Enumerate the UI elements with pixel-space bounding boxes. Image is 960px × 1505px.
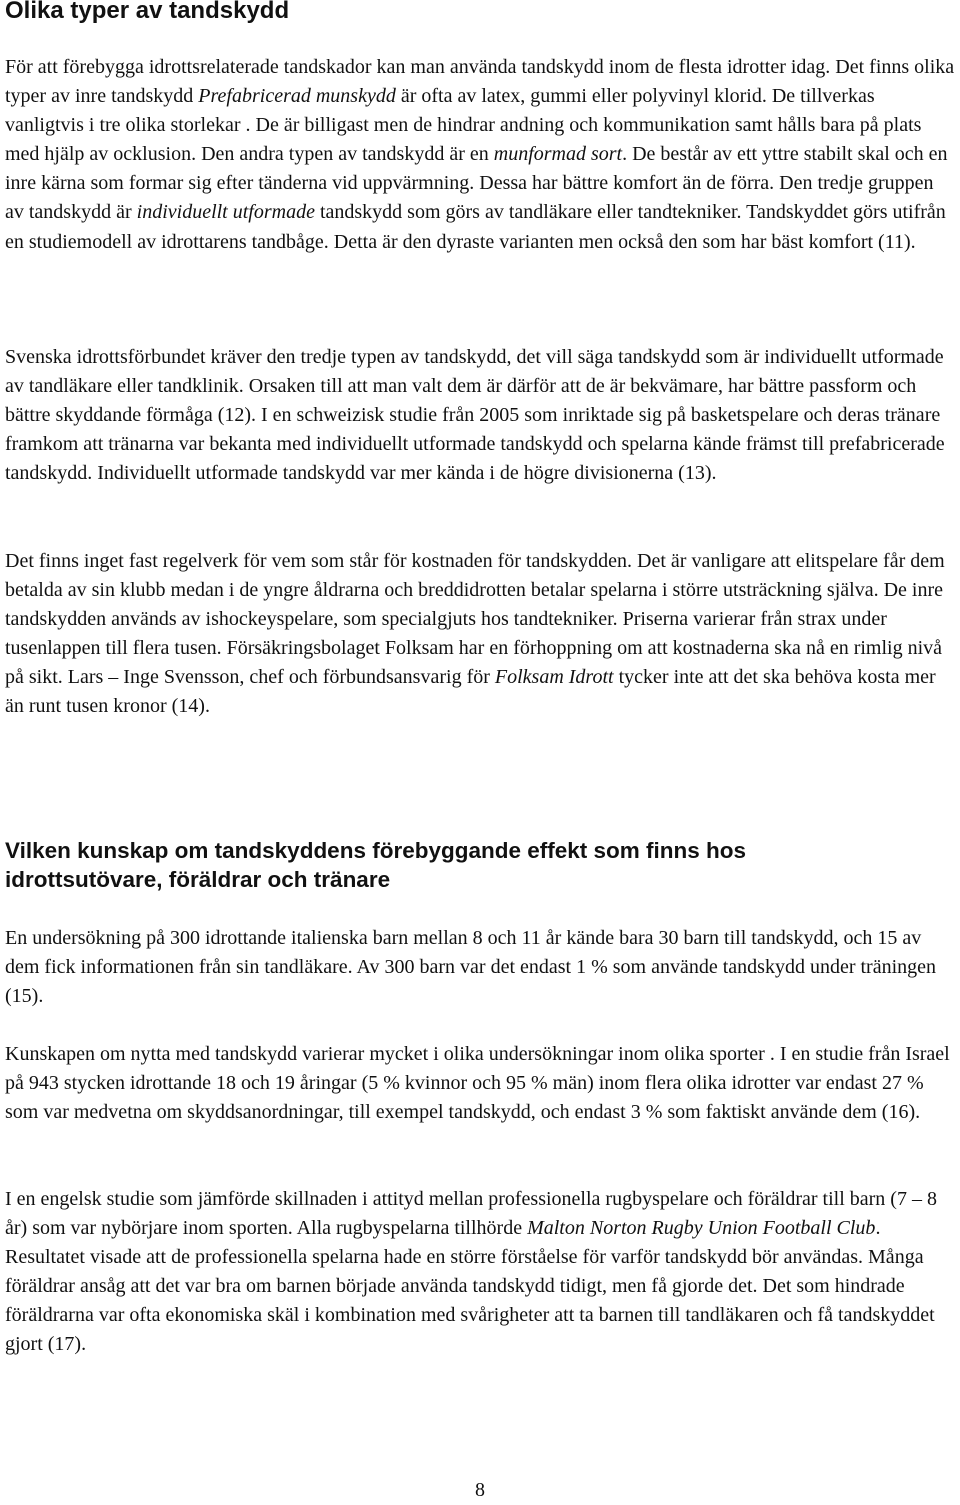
italic-term-folksam: Folksam Idrott	[494, 666, 614, 689]
paragraph-israel-study: Kunskapen om nytta med tandskydd varierar mycket i olika undersökningar inom olika sporter . I en studie från Israel på 943 stycken idrottande 18 och 19 åringar (5 % kvinnor och 95 % män) inom flera olika idrotter var endast 27 % som var medvetna om skyddsanordningar, till exempel tandskydd, och endast 3 % som faktiskt använde dem (16).	[5, 1043, 950, 1124]
italic-term-mouthformed: munformad sort	[493, 143, 623, 166]
page-number: 8	[475, 1479, 485, 1501]
italic-term-club: Malton Norton Rugby Union Football Club	[527, 1217, 876, 1240]
text-run: är ofta av latex, gummi eller polyvinyl klorid. De tillverkas vanligtvis i tre olika storlekar . De är billigast men de hindrar andning och kommunikation samt hålls bara på plats med hjälp av ocklusion. Den andra typen av tandskydd är en	[5, 85, 922, 166]
paragraph-mouthguard-types	[5, 53, 955, 257]
italic-term-custom: individuellt utformade	[136, 201, 315, 224]
section-heading-types: Olika typer av tandskydd	[5, 0, 290, 24]
text-run: tycker inte att det ska behöva kosta mer än runt tusen kronor (14).	[5, 666, 936, 718]
paragraph-english-study	[5, 1185, 955, 1360]
text-run: . Resultatet visade att de professionella spelarna hade en större förståelse för varför tandskydd bör användas. Många föräldrar ansåg att det var bra om barnen började använda tandskydd tidigt, men få gjorde det. Det som hindrade föräldrarna var ofta ekonomiska skäl i kombination med svårigheter att ta barnen till tandläkaren och få tandskyddet gjort (17).	[5, 1217, 935, 1356]
paragraph-italian-study: En undersökning på 300 idrottande italienska barn mellan 8 och 11 år kände bara 30 barn till tandskydd, och 15 av dem fick informationen från sin tandläkare. Av 300 barn var det endast 1 % som använde tandskydd under träningen (15).	[5, 927, 937, 1008]
text-run: Det finns inget fast regelverk för vem som står för kostnaden för tandskydden. Det är vanligare att elitspelare får dem betalda av sin klubb medan i de yngre åldrarna och breddidrotten betalar spelarna i större utsträckning själva. De inre tandskydden används av ishockeyspelare, som specialgjuts hos tandtekniker. Priserna varierar från strax under tusenlappen till flera tusen. Försäkringsbolaget Folksam har en förhoppning om att kostnaderna ska nå en rimlig nivå på sikt. Lars – Inge Svensson, chef och förbundsansvarig för	[5, 550, 945, 689]
text-run: . De består av ett yttre stabilt skal och en inre kärna som formar sig efter tänderna vid uppvärmning. Dessa har bättre komfort än de förra. Den tredje gruppen av tandskydd är	[5, 143, 948, 224]
paragraph-sports-federation: Svenska idrottsförbundet kräver den tredje typen av tandskydd, det vill säga tandskydd som är individuellt utformade av tandläkare eller tandklinik. Orsaken till att man valt dem är därför att de är bekvämare, har bättre passform och bättre skyddande förmåga (12). I en schweizisk studie från 2005 som inriktade sig på basketspelare och deras tränare framkom att tränarna var bekanta med individuellt utformade tandskydd och spelarna kände främst till prefabricerade tandskydd. Individuellt utformade tandskydd var mer kända i de högre divisionerna (13).	[5, 346, 945, 485]
text-run: I en engelsk studie som jämförde skillnaden i attityd mellan professionella rugbyspelare och föräldrar till barn (7 – 8 år) som var nybörjare inom sporten. Alla rugbyspelarna tillhörde	[5, 1188, 937, 1240]
text-run: tandskydd som görs av tandläkare eller tandtekniker. Tandskyddet görs utifrån en studiemodell av idrottarens tandbåge. Detta är den dyraste varianten men också den som har bäst komfort (11).	[5, 201, 946, 253]
text-run: För att förebygga idrottsrelaterade tandskador kan man använda tandskydd inom de flesta idrotter idag. Det finns olika typer av inre tandskydd	[5, 56, 955, 108]
italic-term-prefabricated: Prefabricerad munskydd	[198, 85, 396, 108]
paragraph-costs	[5, 547, 955, 722]
section-heading-knowledge: Vilken kunskap om tandskyddens förebyggande effekt som finns hos idrottsutövare, föräldrar och tränare	[5, 838, 747, 892]
